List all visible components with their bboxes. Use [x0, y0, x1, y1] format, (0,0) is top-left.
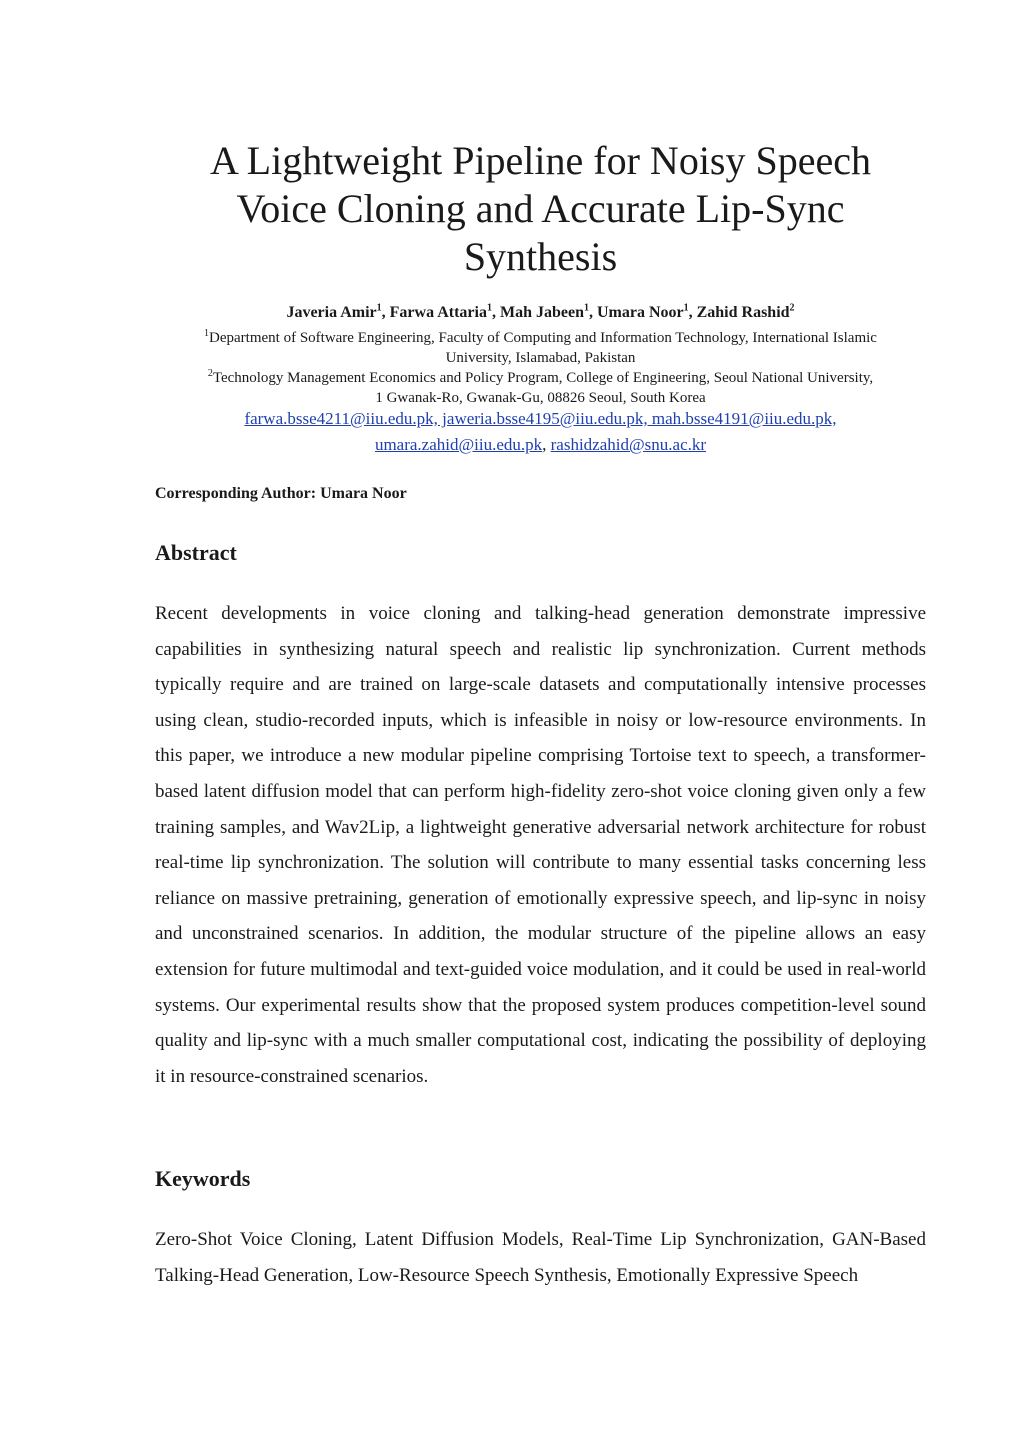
- email-link[interactable]: umara.zahid@iiu.edu.pk: [374, 435, 543, 454]
- author-affiliation-mark: 1: [376, 302, 382, 314]
- affiliation-text: Department of Software Engineering, Faculty of Computing and Information Technology, International Islamic: [209, 330, 877, 346]
- author-name: Mah Jabeen: [499, 304, 584, 321]
- author-affiliation-mark: 1: [683, 302, 689, 314]
- affiliation-line: 1 Gwanak-Ro, Gwanak-Gu, 08826 Seoul, South Korea: [375, 390, 706, 406]
- email-link[interactable]: rashidzahid@snu.ac.kr: [550, 435, 707, 454]
- author-name: Umara Noor: [596, 304, 684, 321]
- affiliation-mark: 2: [207, 368, 213, 379]
- author-name: Farwa Attaria: [389, 304, 487, 321]
- affiliation-text: Technology Management Economics and Policy Program, College of Engineering, Seoul National University,: [212, 370, 874, 386]
- affiliation-line: [155, 368, 926, 388]
- author-name: Javeria Amir: [286, 304, 377, 321]
- email-line: [155, 432, 926, 458]
- email-separator: ,: [542, 435, 551, 454]
- author-emails: [155, 406, 926, 458]
- abstract-heading: Abstract: [155, 540, 237, 565]
- keywords-text: Zero-Shot Voice Cloning, Latent Diffusion Models, Real-Time Lip Synchronization, GAN-Based Talking-Head Generation, Low-Resource Speech Synthesis, Emotionally Expressive Speech: [155, 1229, 926, 1286]
- keywords-heading: Keywords: [155, 1166, 251, 1191]
- author-affiliation-mark: 1: [486, 302, 492, 314]
- affiliation-1: [155, 328, 926, 368]
- affiliation-line: University, Islamabad, Pakistan: [445, 350, 636, 366]
- corresponding-author: Corresponding Author: Umara Noor: [155, 485, 407, 502]
- affiliation-2: [155, 368, 926, 408]
- author-affiliation-mark: 1: [583, 302, 589, 314]
- title-line: Voice Cloning and Accurate Lip-Sync: [236, 186, 845, 231]
- title-line: A Lightweight Pipeline for Noisy Speech: [209, 138, 871, 183]
- affiliation-line: [155, 328, 926, 348]
- title-line: Synthesis: [463, 234, 618, 279]
- abstract-text: Recent developments in voice cloning and talking-head generation demonstrate impressive capabilities in synthesizing natural speech and realistic lip synchronization. Current methods typically require and are trained on large-scale datasets and computationally intensive processes using clean, studio-recorded inputs, which is infeasible in noisy or low-resource environments. In this paper, we introduce a new modular pipeline comprising Tortoise text to speech, a transformer-based latent diffusion model that can perform high-fidelity zero-shot voice cloning given only a few training samples, and Wav2Lip, a lightweight generative adversarial network architecture for robust real-time lip synchronization. The solution will contribute to many essential tasks concerning less reliance on massive pretraining, generation of emotionally expressive speech, and lip-sync in noisy and unconstrained scenarios. In addition, the modular structure of the pipeline allows an easy extension for future multimodal and text-guided voice modulation, and it could be used in real-world systems. Our experimental results show that the proposed system produces competition-level sound quality and lip-sync with a much smaller computational cost, indicating the possibility of deploying it in resource-constrained scenarios.: [155, 603, 926, 1087]
- affiliation-mark: 1: [204, 328, 210, 339]
- author-name: Zahid Rashid: [696, 304, 790, 321]
- author-list: Javeria Amir$^1$, Farwa Attaria$^1$, Mah Jabeen$^1$, Umara Noor$^1$, Zahid Rashid$^2$: [286, 302, 795, 321]
- email-link[interactable]: farwa.bsse4211@iiu.edu.pk, jaweria.bsse4195@iiu.edu.pk, mah.bsse4191@iiu.edu.pk,: [244, 409, 837, 428]
- author-affiliation-mark: 2: [789, 302, 795, 314]
- email-line: [155, 406, 926, 432]
- paper-title: [155, 137, 926, 281]
